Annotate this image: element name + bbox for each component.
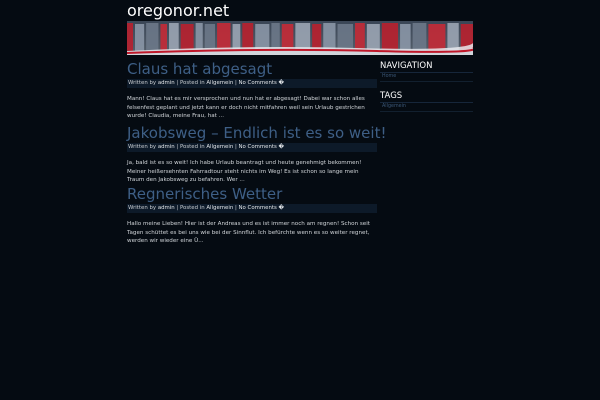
post (127, 124, 387, 185)
post-title-link[interactable]: Jakobsweg – Endlich ist es so weit! (127, 124, 387, 142)
category-link[interactable]: Allgemein (206, 205, 234, 211)
post (127, 185, 377, 246)
comments-link[interactable]: No Comments � (238, 144, 285, 150)
banner-stripe (413, 23, 427, 51)
banner-stripe (169, 23, 179, 51)
post-excerpt: Ja, bald ist es so weit! Ich habe Urlaub beantragt und heute genehmigt bekommen! Meiner heißersehnten Fahrradtour steht nichts im Weg! Es ist schon so lange mein Traum den Jakobsweg zu befahren. Wer ... (127, 160, 362, 184)
meta-posted-label: Posted in (179, 205, 205, 211)
sidebar (380, 61, 473, 121)
post-meta (127, 79, 377, 88)
post-excerpt: Hallo meine Lieben! Hier ist der Andreas und es ist immer noch am regnen! Schon seit Tagen schüttet es bei uns wie bei der Sinnflut. Ich befürchte wenn es so weiter regnet, werden wir wieder eine Ü... (127, 221, 371, 245)
banner-stripe (135, 24, 144, 51)
post (127, 60, 377, 121)
meta-separator: | (234, 144, 237, 150)
banner-stripe (282, 24, 294, 51)
comments-link[interactable]: No Comments � (238, 205, 285, 211)
meta-written-label: Written by (128, 144, 157, 150)
banner-stripe (355, 23, 365, 51)
banner-stripe (181, 24, 194, 51)
banner-stripe (127, 23, 133, 51)
navigation-widget (380, 61, 473, 82)
author-link[interactable]: admin (157, 205, 175, 211)
banner-stripe (160, 24, 167, 51)
meta-written-label: Written by (128, 80, 157, 86)
banner-stripe (205, 24, 215, 51)
post-meta (127, 204, 377, 213)
post-title-link[interactable]: Claus hat abgesagt (127, 60, 273, 78)
tags-title: TAGS (380, 91, 473, 103)
banner-chairs-graphic (127, 21, 473, 55)
meta-separator: | (176, 144, 179, 150)
banner-stripe (196, 23, 203, 51)
banner-stripe (428, 24, 445, 51)
post-excerpt: Mann! Claus hat es mir versprochen und nun hat er abgesagt! Dabei war schon alles felsenfest geplant und jetzt kann er doch nicht mitfahren weil sein Urlaub gestrichen wurde! Claudia, meine Frau, hat ... (127, 96, 365, 120)
meta-separator: | (176, 80, 179, 86)
banner-stripe (338, 24, 354, 51)
navigation-title: NAVIGATION (380, 61, 473, 73)
category-link[interactable]: Allgemein (206, 80, 234, 86)
banner-stripe (217, 23, 231, 51)
banner-stripe (312, 24, 321, 51)
category-link[interactable]: Allgemein (206, 144, 234, 150)
banner-stripe (367, 24, 380, 51)
tag-item-allgemein[interactable]: Allgemein (380, 103, 473, 112)
banner-stripe (382, 23, 398, 51)
banner-stripe (295, 23, 310, 51)
meta-posted-label: Posted in (179, 144, 205, 150)
meta-separator: | (234, 80, 237, 86)
meta-separator: | (234, 205, 237, 211)
author-link[interactable]: admin (157, 80, 175, 86)
post-title-link[interactable]: Regnerisches Wetter (127, 185, 283, 203)
banner-stripe (400, 24, 411, 51)
post-meta (127, 143, 377, 152)
site-title[interactable]: oregonor.net (127, 1, 230, 20)
banner-stripe (447, 23, 458, 51)
meta-posted-label: Posted in (179, 80, 205, 86)
banner-stripe (233, 24, 241, 51)
author-link[interactable]: admin (157, 144, 175, 150)
meta-written-label: Written by (128, 205, 157, 211)
banner-stripe (255, 24, 269, 51)
comments-link[interactable]: No Comments � (238, 80, 285, 86)
nav-item-home[interactable]: Home (380, 73, 473, 82)
header-banner-image (127, 21, 473, 55)
banner-stripe (146, 23, 158, 51)
banner-stripe (242, 23, 253, 51)
tags-widget (380, 91, 473, 112)
meta-separator: | (176, 205, 179, 211)
banner-stripe (323, 23, 335, 51)
banner-stripe (271, 23, 279, 51)
